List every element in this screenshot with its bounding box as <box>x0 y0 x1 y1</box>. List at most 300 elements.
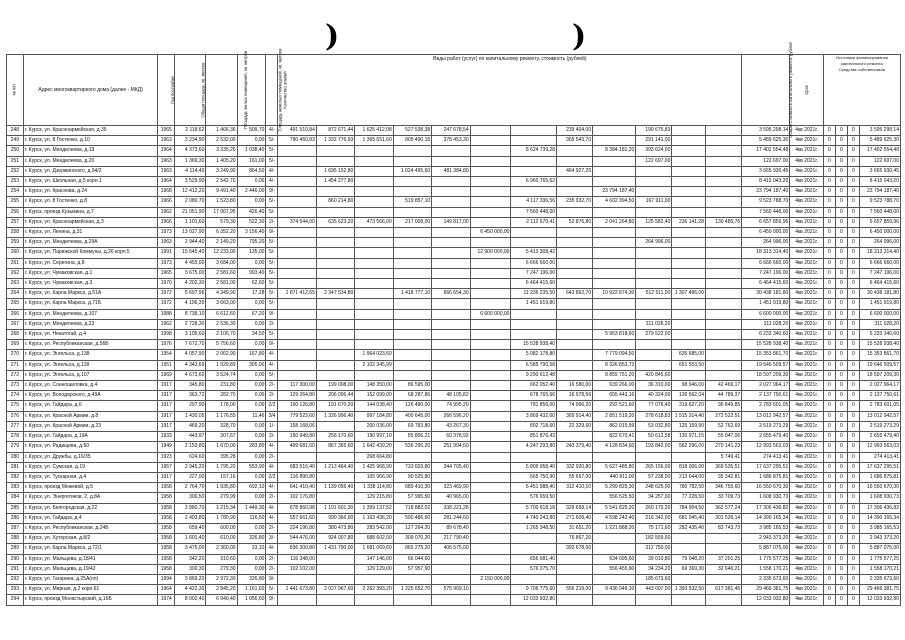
cell-a2: 1 935,80 <box>206 483 237 493</box>
cell-w4: 519 857,10 <box>393 197 431 207</box>
cell-s2: 0 <box>835 452 847 462</box>
table-row <box>7 513 901 523</box>
table-row <box>7 554 901 564</box>
cell-a1: 2 944,40 <box>175 238 206 248</box>
cell-w12 <box>706 228 742 238</box>
cell-s3: 0 <box>847 146 859 156</box>
cell-n: 267 <box>7 319 24 329</box>
cell-tot: 3 985 165,53 <box>742 523 790 533</box>
cell-tot: 311 028,20 <box>742 319 790 329</box>
cell-w10: 248 625,00 <box>636 483 672 493</box>
cell-a2: 2 845,20 <box>206 585 237 595</box>
cell-s1: 0 <box>823 585 835 595</box>
cell-per: 4кв 2021г. <box>790 391 824 401</box>
cell-own: 5 489 625,30 <box>859 136 900 146</box>
cell-a2: 282,70 <box>206 391 237 401</box>
cell-s1: 0 <box>823 564 835 574</box>
cell-w5 <box>432 248 470 258</box>
cell-w11: 69 369,30 <box>672 564 706 574</box>
cell-w6 <box>470 217 511 227</box>
cell-fl: 5/- <box>266 289 278 299</box>
cell-w5 <box>432 350 470 360</box>
cell-a2: 157,16 <box>206 472 237 482</box>
cell-tot: 1 686 875,81 <box>742 472 790 482</box>
cell-w12 <box>706 595 742 605</box>
cell-s2: 0 <box>835 340 847 350</box>
cell-w3: 688 602,00 <box>355 534 393 544</box>
cell-w5 <box>432 238 470 248</box>
cell-w5 <box>432 187 470 197</box>
cell-a2: 1 215,34 <box>206 503 237 513</box>
cell-w5 <box>432 452 470 462</box>
cell-w1: 641 410,40 <box>278 483 316 493</box>
cell-s1: 0 <box>823 350 835 360</box>
cell-fl: 3/- <box>266 534 278 544</box>
cell-w10: 50 612,58 <box>636 432 672 442</box>
cell-s2: 0 <box>835 472 847 482</box>
cell-w7 <box>511 319 557 329</box>
cell-s3: 0 <box>847 136 859 146</box>
cell-per: 4кв 2021г. <box>790 585 824 595</box>
cell-n: 254 <box>7 187 24 197</box>
cell-w6 <box>470 472 511 482</box>
cell-s2: 0 <box>835 268 847 278</box>
cell-w5 <box>432 319 470 329</box>
cell-s1: 0 <box>823 228 835 238</box>
cell-own: 29 466 381,75 <box>859 585 900 595</box>
cell-s1: 0 <box>823 493 835 503</box>
cell-w11: 818 006,00 <box>672 462 706 472</box>
cell-w9 <box>593 238 636 248</box>
cell-a2: 279,99 <box>206 493 237 503</box>
cell-s1: 0 <box>823 462 835 472</box>
cell-per: 4кв 2021г. <box>790 493 824 503</box>
cell-w12 <box>706 248 742 258</box>
cell-tot: 2 027 964,17 <box>742 381 790 391</box>
cell-year: 1976 <box>158 340 175 350</box>
table-row <box>7 391 901 401</box>
cell-w12 <box>706 207 742 217</box>
cell-w8: 235 932,70 <box>557 197 593 207</box>
cell-w1: 224 196,80 <box>278 523 316 533</box>
cell-a3: 1 161,60 <box>237 585 266 595</box>
cell-n: 278 <box>7 432 24 442</box>
cell-w5: 378 453,30 <box>432 136 470 146</box>
cell-w2 <box>316 421 354 431</box>
cell-w9: 5 299 825,30 <box>593 483 636 493</box>
cell-w11 <box>672 136 706 146</box>
cell-addr: г. Курск, проезд Монастырский, д.16Б <box>23 595 158 605</box>
cell-addr: г. Курск, ул. Карла Маркса, д.72/1 <box>23 544 158 554</box>
cell-a3: 993,40 <box>237 268 266 278</box>
cell-w7: 9 706 775,60 <box>511 585 557 595</box>
cell-w9 <box>593 574 636 584</box>
cell-w12: 42 469,17 <box>706 381 742 391</box>
cell-fl: 9/- <box>266 595 278 605</box>
cell-w1 <box>278 238 316 248</box>
cell-s2: 0 <box>835 513 847 523</box>
cell-n: 272 <box>7 370 24 380</box>
cell-w6: 6 450 000,00 <box>470 228 511 238</box>
cell-w2 <box>316 350 354 360</box>
cell-w3 <box>355 574 393 584</box>
cell-a3: 0,00 <box>237 391 266 401</box>
cell-w1: 158 168,06 <box>278 421 316 431</box>
cell-w10: 260 170,20 <box>636 503 672 513</box>
cell-n: 274 <box>7 391 24 401</box>
cell-n: 280 <box>7 452 24 462</box>
cell-w12 <box>706 340 742 350</box>
cell-w9: 9 436 049,10 <box>593 585 636 595</box>
cell-w12: 617 381,45 <box>706 585 742 595</box>
cell-addr: г. Курск, ул. Хуторская, д.8/2 <box>23 534 158 544</box>
cell-w2: 867 365,60 <box>316 442 354 452</box>
cell-w4 <box>393 187 431 197</box>
cell-w1: 1 441 673,80 <box>278 585 316 595</box>
cell-a3: 161,00 <box>237 156 266 166</box>
cell-tot: 18 597 209,30 <box>742 370 790 380</box>
cell-w10 <box>636 340 672 350</box>
table-row <box>7 217 901 227</box>
cell-w12: 35 342,81 <box>706 472 742 482</box>
cell-w5: 338 221,28 <box>432 503 470 513</box>
cell-own: 17 306 436,82 <box>859 503 900 513</box>
cell-n: 262 <box>7 268 24 278</box>
cell-w5 <box>432 156 470 166</box>
cell-s2: 0 <box>835 493 847 503</box>
cell-fl: 5/- <box>266 279 278 289</box>
cell-year: 1970 <box>158 279 175 289</box>
cell-s3: 0 <box>847 360 859 370</box>
cell-s3: 0 <box>847 442 859 452</box>
cell-a1: 3 529,90 <box>175 177 206 187</box>
cell-year: 1958 <box>158 523 175 533</box>
cell-w7 <box>511 136 557 146</box>
cell-per: 4кв 2021г. <box>790 401 824 411</box>
cell-w12 <box>706 197 742 207</box>
cell-a2: 1 466,36 <box>206 126 237 136</box>
cell-a1: 297,90 <box>175 401 206 411</box>
cell-tot: 122 697,00 <box>742 156 790 166</box>
cell-own: 7 560 448,00 <box>859 207 900 217</box>
cell-w4 <box>393 370 431 380</box>
cell-w3 <box>355 238 393 248</box>
cell-w7: 4 247 293,80 <box>511 442 557 452</box>
cell-w12 <box>706 279 742 289</box>
cell-n: 294 <box>7 595 24 605</box>
cell-s1: 0 <box>823 279 835 289</box>
cell-w5: 575 909,10 <box>432 585 470 595</box>
cell-w7: 5 082 178,80 <box>511 350 557 360</box>
cell-w8 <box>557 330 593 340</box>
cell-w2 <box>316 330 354 340</box>
cell-a1: 2 118,62 <box>175 126 206 136</box>
cell-w5: 149 817,00 <box>432 217 470 227</box>
cell-own: 3 985 165,53 <box>859 523 900 533</box>
cell-w3: 1 625 412,08 <box>355 126 393 136</box>
cell-year: 1988 <box>158 309 175 319</box>
cell-a3: 0,00 <box>237 421 266 431</box>
cell-s1: 0 <box>823 258 835 268</box>
cell-s2: 0 <box>835 442 847 452</box>
cell-w2 <box>316 258 354 268</box>
cell-s1: 0 <box>823 146 835 156</box>
cell-w11 <box>672 146 706 156</box>
cell-a3: 0,00 <box>237 564 266 574</box>
cell-w4 <box>393 340 431 350</box>
cell-w9: 822 670,41 <box>593 432 636 442</box>
cell-w8: 369 914,40 <box>557 411 593 421</box>
cell-w2: 206 006,44 <box>316 391 354 401</box>
cell-w5 <box>432 177 470 187</box>
cell-a2: 3 663,00 <box>206 299 237 309</box>
cell-own: 6 666 660,00 <box>859 258 900 268</box>
cell-a2: 12 233,00 <box>206 248 237 258</box>
cell-w4: 69 783,80 <box>393 421 431 431</box>
cell-a3: 34,50 <box>237 330 266 340</box>
cell-per: 4кв 2021г. <box>790 258 824 268</box>
cell-addr: г. Курск, ул. Некатогай, д.4 <box>23 330 158 340</box>
cell-n: 283 <box>7 483 24 493</box>
cell-fl: 4/- <box>266 166 278 176</box>
cell-fl: 2/2 <box>266 401 278 411</box>
cell-s1: 0 <box>823 207 835 217</box>
cell-year: 1973 <box>158 258 175 268</box>
cell-w7 <box>511 228 557 238</box>
cell-a2: 3 524,74 <box>206 370 237 380</box>
cell-w9: 8 859 751,20 <box>593 370 636 380</box>
cell-w2 <box>316 248 354 258</box>
cell-tot: 12 033 932,80 <box>742 595 790 605</box>
cell-year: 1958 <box>158 554 175 564</box>
cell-w3: 1 425 968,90 <box>355 462 393 472</box>
cell-addr: г. Курск, ул. Школьная, д.5 корп.1 <box>23 177 158 187</box>
cell-per: 4кв 2021г. <box>790 544 824 554</box>
cell-w5: 266 596,20 <box>432 411 470 421</box>
cell-w5: 666 654,30 <box>432 289 470 299</box>
cell-n: 271 <box>7 360 24 370</box>
cell-year: 1958 <box>158 483 175 493</box>
cell-w10: 216 342,00 <box>636 513 672 523</box>
cell-s2: 0 <box>835 523 847 533</box>
cell-w5 <box>432 370 470 380</box>
cell-w2 <box>316 340 354 350</box>
cell-year: 1917 <box>158 401 175 411</box>
cell-a3: 3 156,40 <box>237 228 266 238</box>
cell-w2: 199 008,00 <box>316 381 354 391</box>
cell-own: 2 943 373,20 <box>859 534 900 544</box>
cell-s3: 0 <box>847 289 859 299</box>
cell-per: 4кв 2021г. <box>790 513 824 523</box>
cell-w10: 39 010,80 <box>636 554 672 564</box>
cell-a2: 2 581,00 <box>206 279 237 289</box>
cell-w10 <box>636 268 672 278</box>
cell-w1 <box>278 228 316 238</box>
cell-w10: 193 842,00 <box>636 442 672 452</box>
cell-w3 <box>355 228 393 238</box>
cell-tot: 2 519 273,29 <box>742 421 790 431</box>
cell-w8: 52 876,80 <box>557 217 593 227</box>
cell-w11: 651 553,50 <box>672 360 706 370</box>
cell-s3: 0 <box>847 197 859 207</box>
cell-s2: 0 <box>835 238 847 248</box>
cell-year: 1962 <box>158 319 175 329</box>
cell-w3 <box>355 146 393 156</box>
cell-s3: 0 <box>847 228 859 238</box>
cell-s2: 0 <box>835 177 847 187</box>
cell-w9: 634 095,60 <box>593 554 636 564</box>
cell-w2: 860 214,80 <box>316 197 354 207</box>
cell-a1: 2 945,20 <box>175 462 206 472</box>
cell-s1: 0 <box>823 166 835 176</box>
cell-w3: 1 681 069,60 <box>355 544 393 554</box>
cell-year: 1964 <box>158 177 175 187</box>
cell-w2: 1 695 152,80 <box>316 166 354 176</box>
cell-a3: 864,50 <box>237 166 266 176</box>
cell-w2: 191 670,20 <box>316 401 354 411</box>
cell-own: 122 697,00 <box>859 156 900 166</box>
cell-tot: 8 415 043,20 <box>742 177 790 187</box>
cell-w9 <box>593 126 636 136</box>
cell-s1: 0 <box>823 360 835 370</box>
cell-w12: 37 201,25 <box>706 554 742 564</box>
cell-addr: г. Курск, ул. Дзержинского, д.94/2 <box>23 166 158 176</box>
cell-w6 <box>470 156 511 166</box>
cell-addr: г. Курск, ул. Менделеева, д.23 <box>23 319 158 329</box>
cell-w4 <box>393 207 431 217</box>
cell-a2: 17 067,95 <box>206 207 237 217</box>
cell-w2 <box>316 207 354 217</box>
table-row <box>7 483 901 493</box>
table-row <box>7 207 901 217</box>
cell-a3: 1 056,60 <box>237 595 266 605</box>
cell-w10: 182 559,60 <box>636 534 672 544</box>
cell-per: 4кв 2021г. <box>790 319 824 329</box>
header-works-group: Виды работ (услуг) по капитальному ремонту, стоимость (рублей) <box>278 55 742 126</box>
cell-w8: 365 543,70 <box>557 136 593 146</box>
cell-w8 <box>557 340 593 350</box>
cell-per: 4кв 2021г. <box>790 146 824 156</box>
cell-w1 <box>278 350 316 360</box>
cell-tot: 18 313 314,40 <box>742 248 790 258</box>
cell-w9 <box>593 207 636 217</box>
cell-s3: 0 <box>847 156 859 166</box>
cell-a1: 4 673,60 <box>175 370 206 380</box>
cell-w10: 291 141,00 <box>636 136 672 146</box>
cell-w2: 924 007,80 <box>316 534 354 544</box>
cell-a2: 1 176,55 <box>206 411 237 421</box>
cell-year: 1965 <box>158 268 175 278</box>
cell-w1: 836 300,80 <box>278 544 316 554</box>
cell-w4 <box>393 360 431 370</box>
cell-own: 16 550 670,30 <box>859 483 900 493</box>
cell-w8 <box>557 177 593 187</box>
cell-w8: 55 667,00 <box>557 472 593 482</box>
cell-w11: 130 971,15 <box>672 432 706 442</box>
cell-w4: 57 957,90 <box>393 564 431 574</box>
cell-fl: 5/- <box>266 156 278 166</box>
cell-w7 <box>511 534 557 544</box>
cell-w10 <box>636 228 672 238</box>
cell-own: 18 597 209,30 <box>859 370 900 380</box>
cell-w4: 1 418 777,10 <box>393 289 431 299</box>
cell-w5: 481 384,80 <box>432 166 470 176</box>
cell-own: 1 775 577,25 <box>859 554 900 564</box>
cell-w1: 117 300,00 <box>278 381 316 391</box>
cell-own: 6 233 340,60 <box>859 330 900 340</box>
table-row <box>7 421 901 431</box>
cell-w12 <box>706 177 742 187</box>
cell-w11 <box>672 228 706 238</box>
table-row <box>7 360 901 370</box>
cell-tot: 6 666 660,00 <box>742 258 790 268</box>
cell-w11: 562 296,00 <box>672 442 706 452</box>
cell-s3: 0 <box>847 187 859 197</box>
cell-w11 <box>672 268 706 278</box>
cell-a3: 116,50 <box>237 513 266 523</box>
cell-w4: 689 410,30 <box>393 483 431 493</box>
cell-per: 4кв 2021г. <box>790 360 824 370</box>
cell-fl: 4/- <box>266 350 278 360</box>
cell-w9: 862 015,99 <box>593 421 636 431</box>
cell-w6 <box>470 462 511 472</box>
cell-w2 <box>316 360 354 370</box>
cell-s1: 0 <box>823 523 835 533</box>
header-period: Срок <box>790 55 824 126</box>
cell-w6 <box>470 166 511 176</box>
cell-w9: 5 541 825,20 <box>593 503 636 513</box>
cell-w4: 527 538,38 <box>393 126 431 136</box>
cell-w11 <box>672 574 706 584</box>
cell-w4 <box>393 350 431 360</box>
cell-tot: 5 887 075,00 <box>742 544 790 554</box>
cell-w6 <box>470 442 511 452</box>
cell-w3: 2 102 345,99 <box>355 360 393 370</box>
cell-s3: 0 <box>847 207 859 217</box>
cell-year: 1917 <box>158 421 175 431</box>
cell-w9: 2 851 519,20 <box>593 411 636 421</box>
cell-year: 1951 <box>158 360 175 370</box>
cell-w10 <box>636 177 672 187</box>
cell-w4: 68 287,86 <box>393 391 431 401</box>
cell-s1: 0 <box>823 554 835 564</box>
cell-s2: 0 <box>835 330 847 340</box>
cell-w10 <box>636 595 672 605</box>
cell-s1: 0 <box>823 401 835 411</box>
cell-w10: 443 007,00 <box>636 585 672 595</box>
cell-s3: 0 <box>847 166 859 176</box>
table-row <box>7 381 901 391</box>
cell-addr: г. Курск, ул. Менделеева, д.20 <box>23 156 158 166</box>
cell-a3: 0,00 <box>237 554 266 564</box>
cell-per: 4кв 2021г. <box>790 452 824 462</box>
cell-w5 <box>432 309 470 319</box>
cell-n: 265 <box>7 299 24 309</box>
cell-w6 <box>470 391 511 401</box>
cell-w2: 1 139 056,40 <box>316 483 354 493</box>
cell-w8 <box>557 350 593 360</box>
cell-s3: 0 <box>847 472 859 482</box>
cell-a3: 522,30 <box>237 217 266 227</box>
cell-n: 255 <box>7 197 24 207</box>
cell-s2: 0 <box>835 146 847 156</box>
cell-w3 <box>355 166 393 176</box>
cell-s1: 0 <box>823 136 835 146</box>
cell-year: 1963 <box>158 156 175 166</box>
cell-w9 <box>593 299 636 309</box>
cell-fl: 4/- <box>266 503 278 513</box>
cell-s1: 0 <box>823 238 835 248</box>
